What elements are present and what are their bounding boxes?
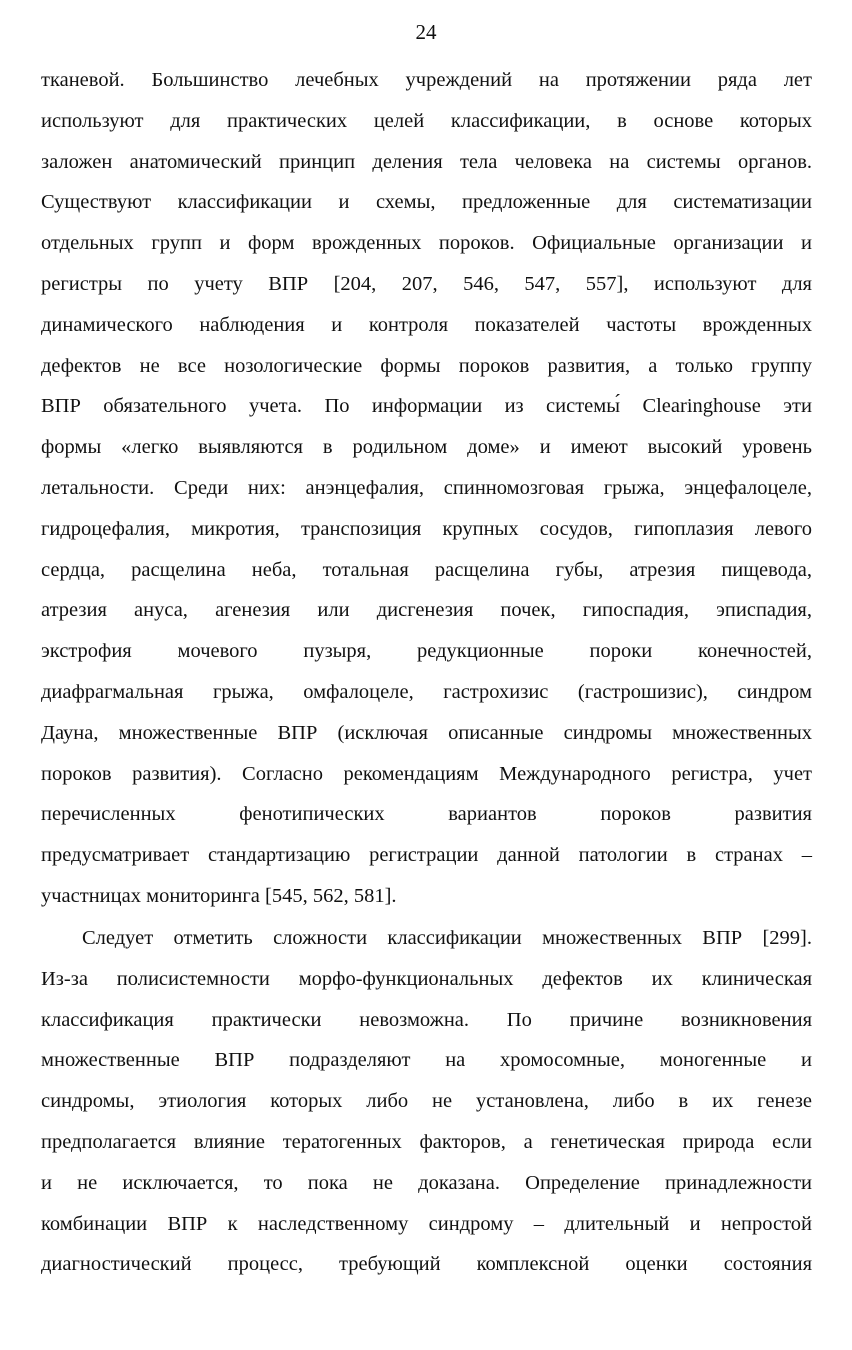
- text-line: диафрагмальная грыжа, омфалоцеле, гастрохизис (гастрошизис), синдром: [41, 680, 812, 703]
- text-line: классификация практически невозможна. По причине возникновения: [41, 1008, 812, 1031]
- page-number: 24: [415, 20, 437, 44]
- text-line: предусматривает стандартизацию регистрации данной патологии в странах –: [41, 844, 812, 867]
- text-line: пороков развития). Согласно рекомендациям Международного регистра, учет: [41, 762, 812, 785]
- text-line: сердца, расщелина неба, тотальная расщелина губы, атрезия пищевода,: [41, 558, 812, 581]
- text-line: используют для практических целей классификации, в основе которых: [41, 109, 812, 132]
- text-line: летальности. Среди них: анэнцефалия, спинномозговая грыжа, энцефалоцеле,: [41, 476, 812, 499]
- paragraph-2: [41, 918, 812, 1285]
- text-line: Из-за полисистемности морфо-функциональных дефектов их клиническая: [41, 967, 812, 990]
- text-line: множественные ВПР подразделяют на хромосомные, моногенные и: [41, 1049, 812, 1072]
- text-line: атрезия ануса, агенезия или дисгенезия почек, гипоспадия, эписпадия,: [41, 599, 812, 622]
- text-line: перечисленных фенотипических вариантов пороков развития: [41, 803, 812, 826]
- text-line: диагностический процесс, требующий комплексной оценки состояния: [41, 1253, 812, 1276]
- text-line: ВПР обязательного учета. По информации из системы́ Clearinghouse эти: [41, 395, 812, 418]
- text-line: тканевой. Большинство лечебных учреждений на протяжении ряда лет: [41, 69, 812, 91]
- text-line: Следует отметить сложности классификации множественных ВПР [299].: [82, 927, 812, 949]
- text-line: Существуют классификации и схемы, предложенные для систематизации: [41, 191, 812, 214]
- text-line: гидроцефалия, микротия, транспозиция крупных сосудов, гипоплазия левого: [41, 517, 812, 540]
- text-line: отдельных групп и форм врожденных пороков. Официальные организации и: [41, 232, 812, 255]
- text-line: динамического наблюдения и контроля показателей частоты врожденных: [41, 313, 812, 336]
- text-line: участницах мониторинга [545, 562, 581].: [41, 884, 397, 907]
- text-line: комбинации ВПР к наследственному синдрому – длительный и непростой: [41, 1212, 812, 1235]
- text-line: дефектов не все нозологические формы пороков развития, а только группу: [41, 354, 812, 377]
- text-line: и не исключается, то пока не доказана. Определение принадлежности: [41, 1171, 812, 1194]
- text-line: Дауна, множественные ВПР (исключая описанные синдромы множественных: [41, 721, 812, 744]
- text-line: экстрофия мочевого пузыря, редукционные пороки конечностей,: [41, 640, 812, 663]
- paragraph-1: [41, 60, 812, 917]
- text-line: предполагается влияние тератогенных факторов, а генетическая природа если: [41, 1130, 812, 1153]
- text-line: формы «легко выявляются в родильном доме» и имеют высокий уровень: [41, 436, 812, 459]
- text-line: заложен анатомический принцип деления тела человека на системы органов.: [41, 150, 812, 173]
- text-line: синдромы, этиология которых либо не установлена, либо в их генезе: [41, 1090, 812, 1113]
- text-line: регистры по учету ВПР [204, 207, 546, 547, 557], используют для: [41, 272, 812, 295]
